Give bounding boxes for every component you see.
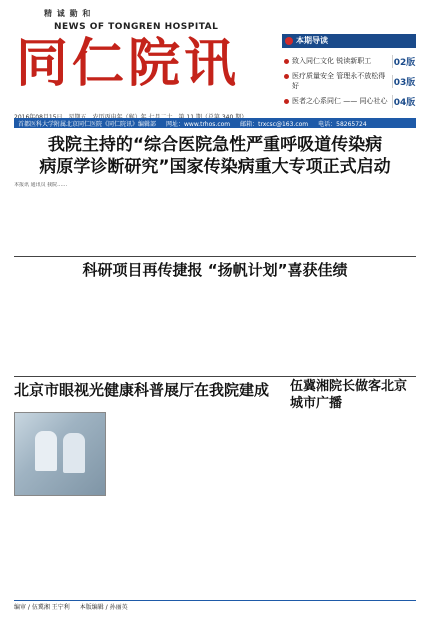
article-3-col-2 <box>194 412 282 598</box>
info-org: 首都医科大学附属北京同仁医院《同仁院讯》编辑部 <box>18 120 157 128</box>
masthead-motto: 精 诚 勤 和 <box>44 9 92 18</box>
toc-item-page: 04版 <box>392 95 416 108</box>
article-3-col-1 <box>110 412 188 496</box>
toc-item-text: 医疗质量安全 管理永不放松得好 <box>282 71 392 91</box>
toc-item-page: 03版 <box>392 75 416 88</box>
info-phone: 电话：58265724 <box>318 120 367 128</box>
article-2-col-2 <box>148 284 276 372</box>
footer <box>14 600 416 610</box>
footer-editor: 编审 / 伍冀湘 王宁利 <box>14 604 70 611</box>
article-1-col-2 <box>148 182 276 254</box>
article-4-col <box>290 416 416 598</box>
masthead-logo: 同仁院讯 <box>16 33 241 94</box>
toc-title: 本期导读 <box>282 34 416 48</box>
masthead-english-name: NEWS OF TONGREN HOSPITAL <box>54 22 219 32</box>
table-of-contents <box>282 34 416 112</box>
article-photo <box>14 412 106 496</box>
headline-4: 伍冀湘院长做客北京城市广播 <box>290 379 408 411</box>
info-bar <box>14 118 416 128</box>
headline-1-line1: 我院主持的“综合医院急性严重呼吸道传染病 <box>47 135 383 155</box>
article-3-col-3 <box>14 500 188 598</box>
info-email[interactable]: 邮箱：trxcsc@163.com <box>240 120 309 128</box>
article-1-col-1: 本报讯 通讯员 我院…… <box>14 182 68 188</box>
headline-2: 科研项目再传捷报 “扬帆计划”喜获佳绩 <box>82 261 348 279</box>
toc-item[interactable] <box>282 92 416 110</box>
article-1-col-3 <box>282 182 416 254</box>
divider <box>14 376 416 377</box>
toc-item-text: 致入同仁文化 锐读新职工 <box>282 56 392 66</box>
divider <box>14 256 416 257</box>
masthead <box>14 6 276 106</box>
article-2-col-1 <box>14 284 142 372</box>
footer-layout: 本版编辑 / 孙丽英 <box>79 604 128 611</box>
headline-3: 北京市眼视光健康科普展厅在我院建成 <box>14 381 270 399</box>
toc-item[interactable] <box>282 52 416 70</box>
toc-item[interactable] <box>282 72 416 90</box>
toc-item-text: 医者之心系同仁 —— 同心社心 <box>282 96 392 106</box>
article-2-col-3 <box>282 284 416 372</box>
info-url[interactable]: 网址：www.trhos.com <box>166 120 231 128</box>
headline-1-line2: 病原学诊断研究”国家传染病重大专项正式启动 <box>39 157 391 177</box>
toc-item-page: 02版 <box>392 55 416 68</box>
